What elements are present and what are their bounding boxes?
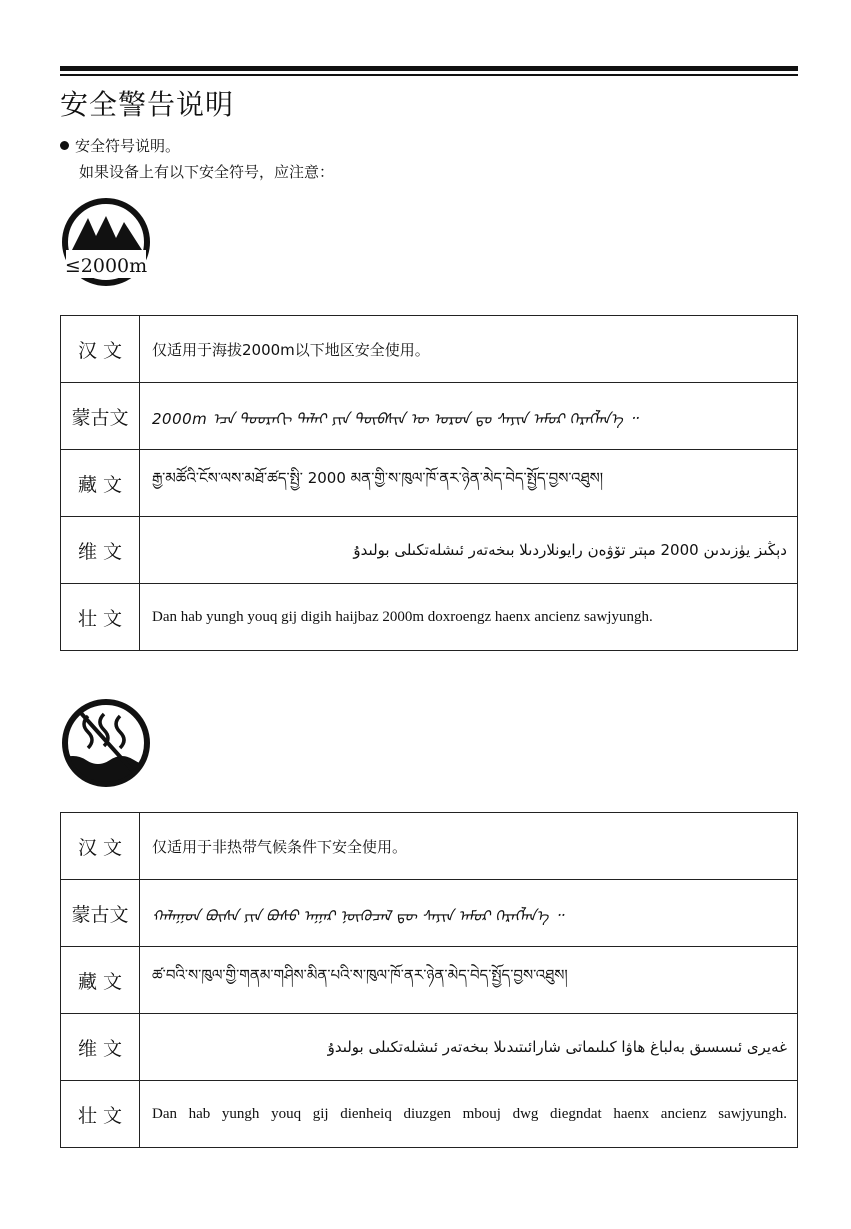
altitude-language-table (60, 315, 798, 651)
lang-label-han: 汉 文 (61, 813, 140, 880)
bullet-icon (60, 141, 69, 150)
table-row (61, 947, 798, 1014)
climate-language-table (60, 812, 798, 1148)
header-rule-thick (60, 66, 798, 71)
lang-label-tibetan: 藏 文 (61, 450, 140, 517)
lang-text-mongolian: ᠬᠠᠯᠠᠭᠤᠨ ᠪᠦᠰᠡ ᠶᠢᠨ ᠪᠤᠰᠤ ᠠᠭᠠᠷ ᠨᠦᠬᠦᠴᠡᠯ ᠳᠦ ᠰᠠᠶᠢᠨ ᠠᠮᠤᠷ ᠬᠡᠷᠡᠭᠯᠡᠨ᠎ᠡ ᠃ (140, 880, 798, 947)
lang-text-han: 仅适用于非热带气候条件下安全使用。 (140, 813, 798, 880)
table-row (61, 813, 798, 880)
lang-label-uyghur: 维 文 (61, 1014, 140, 1081)
page-title: 安全警告说明 (60, 88, 235, 121)
altitude-2000m-icon (58, 198, 154, 286)
table-row (61, 880, 798, 947)
lang-label-uyghur: 维 文 (61, 517, 140, 584)
lang-text-zhuang: Dan hab yungh youq gij digih haijbaz 2000m doxroengz haenx ancienz sawjyungh. (140, 584, 798, 651)
table-row (61, 1014, 798, 1081)
lang-label-zhuang: 壮 文 (61, 584, 140, 651)
lang-text-han: 仅适用于海拔2000m以下地区安全使用。 (140, 316, 798, 383)
non-tropical-climate-icon (58, 698, 154, 788)
table-row (61, 584, 798, 651)
lang-text-tibetan: རྒྱ་མཚོའི་ངོས་ལས་མཐོ་ཚད་སྤྱི་ 2000 མན་གྱི་ས་ཁུལ་ཁོ་ནར་ཉེན་མེད་བེད་སྤྱོད་བྱས་འཐུས། (140, 450, 798, 517)
lang-label-tibetan: 藏 文 (61, 947, 140, 1014)
bullet-item (60, 135, 180, 156)
altitude-label: ≤2000m (64, 255, 148, 277)
table-row (61, 450, 798, 517)
note-text: 如果设备上有以下安全符号，应注意： (79, 163, 335, 181)
lang-text-zhuang: Dan hab yungh youq gij dienheiq diuzgen mbouj dwg diegndat haenx ancienz sawjyungh. (140, 1081, 798, 1148)
lang-text-uyghur: غەيرى ئىسسىق بەلباغ هاۋا كىلىماتى شارائىتىدىلا بىخەتەر ئىشلەتكىلى بولىدۇ (140, 1014, 798, 1081)
table-row (61, 517, 798, 584)
lang-text-uyghur: دېڭىز يۈزىدىن 2000 مېتر تۆۋەن رايونلاردىلا بىخەتەر ئىشلەتكىلى بولىدۇ (140, 517, 798, 584)
lang-label-zhuang: 壮 文 (61, 1081, 140, 1148)
lang-label-mongolian: 蒙古文 (61, 880, 140, 947)
table-row (61, 1081, 798, 1148)
bullet-text: 安全符号说明。 (75, 137, 181, 155)
lang-text-tibetan: ཚ་བའི་ས་ཁུལ་གྱི་གནམ་གཤིས་མིན་པའི་ས་ཁུལ་ཁོ་ནར་ཉེན་མེད་བེད་སྤྱོད་བྱས་འཐུས། (140, 947, 798, 1014)
table-row (61, 316, 798, 383)
header-rule-thin (60, 74, 798, 76)
lang-label-mongolian: 蒙古文 (61, 383, 140, 450)
lang-text-mongolian: 2000m ᠡᠴᠡ ᠳᠣᠣᠷᠠᠬᠢ ᠳᠠᠯᠠᠢ ᠶᠢᠨ ᠲᠦᠪᠰᠢᠨ ᠦ ᠣᠷᠣᠨ ᠳᠤ ᠰᠠᠶᠢᠨ ᠠᠮᠤᠷ ᠬᠡᠷᠡᠭᠯᠡᠨ᠎ᠡ ᠃ (140, 383, 798, 450)
table-row (61, 383, 798, 450)
lang-label-han: 汉 文 (61, 316, 140, 383)
